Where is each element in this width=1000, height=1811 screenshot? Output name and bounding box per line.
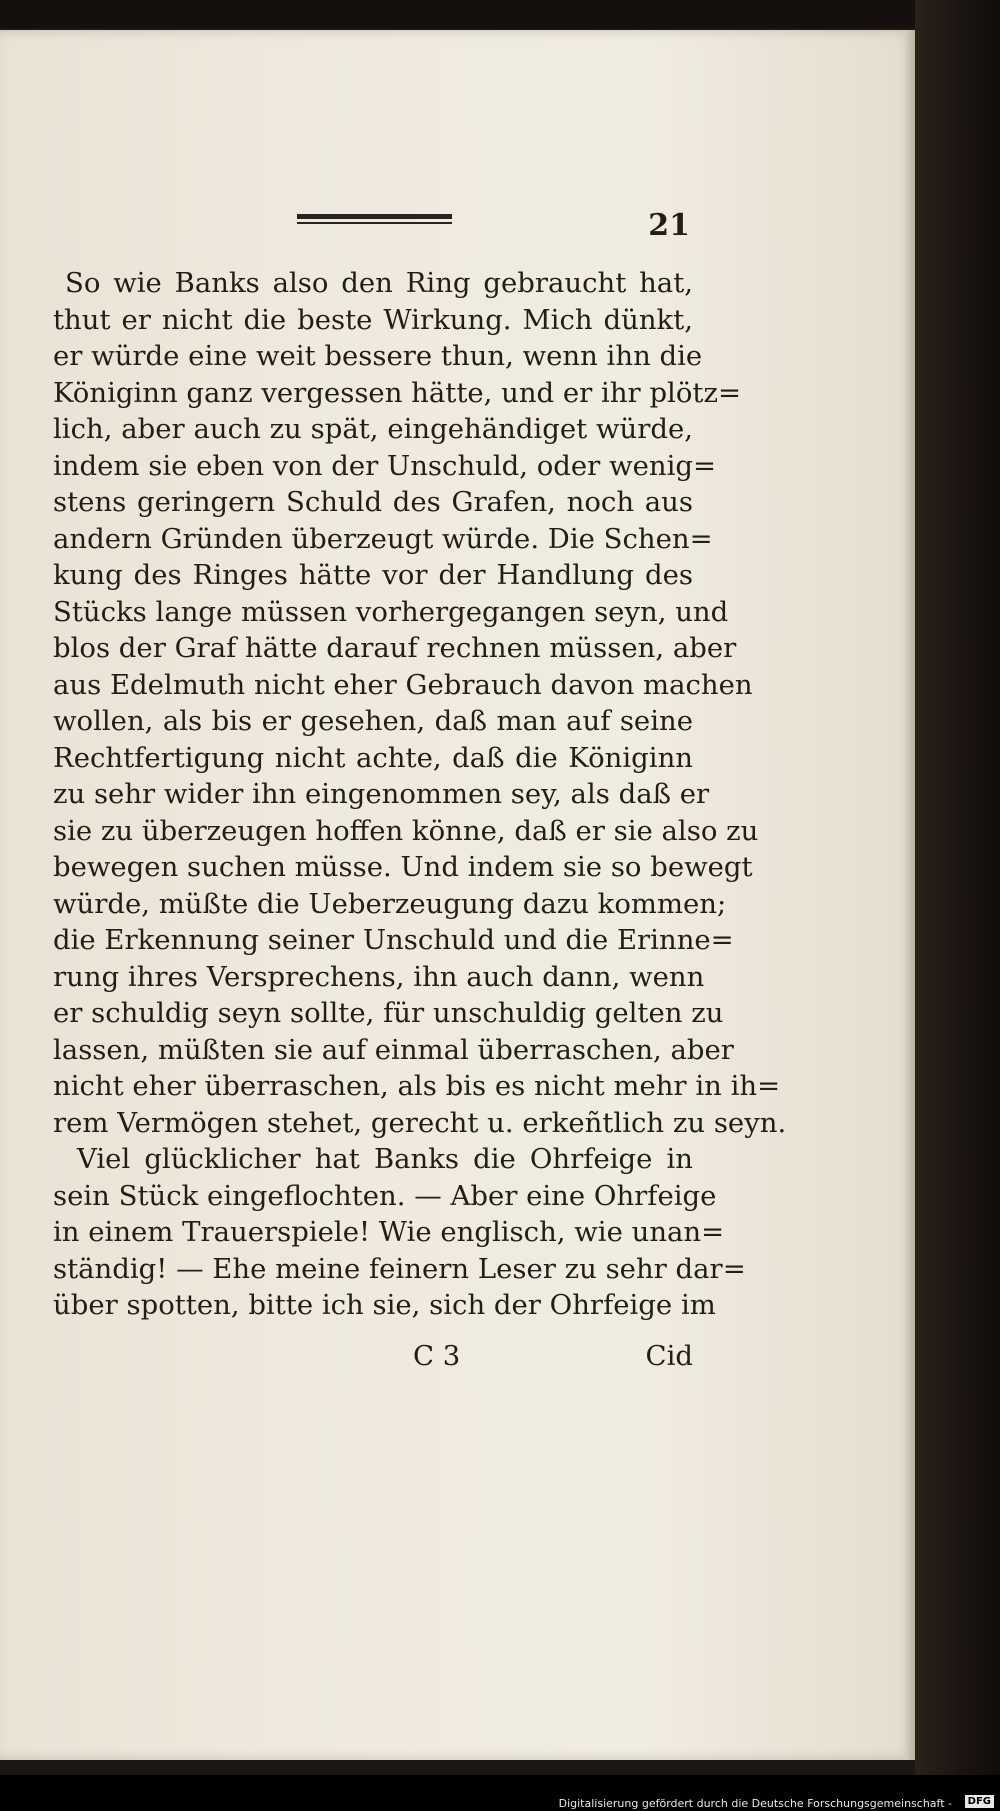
- text-line: wollen, als bis er gesehen, daß man auf seine: [53, 705, 693, 737]
- text-line: thut er nicht die beste Wirkung. Mich dünkt,: [53, 303, 693, 336]
- text-line: die Erkennung seiner Unschuld und die Erinne=: [53, 924, 734, 956]
- text-line: zu sehr wider ihn eingenommen sey, als daß er: [53, 778, 710, 810]
- rule-thick: [297, 214, 452, 219]
- text-line: in einem Trauerspiele! Wie englisch, wie unan=: [53, 1216, 725, 1248]
- signature-row: [53, 1340, 693, 1376]
- catchword: Cid: [645, 1340, 693, 1372]
- body-text: [53, 265, 787, 1324]
- text-line: Viel glücklicher hat Banks die Ohrfeige in: [77, 1143, 693, 1175]
- text-line: blos der Graf hätte darauf rechnen müssen, aber: [53, 632, 737, 664]
- rule-thin: [297, 222, 452, 224]
- text-line: stens geringern Schuld des Grafen, noch aus: [53, 486, 693, 518]
- text-line: sie zu überzeugen hoffen könne, daß er sie also zu: [53, 814, 759, 847]
- text-line: Stücks lange müssen vorhergegangen seyn, und: [53, 595, 729, 628]
- text-line: er schuldig seyn sollte, für unschuldig gelten zu: [53, 997, 724, 1029]
- text-line: indem sie eben von der Unschuld, oder wenig=: [53, 449, 717, 482]
- page-edge: [905, 30, 915, 1760]
- header-ornament-rule: [297, 214, 452, 226]
- text-line: rem Vermögen stehet, gerecht u. erkeñtlich zu seyn.: [53, 1106, 787, 1139]
- scan-top-border: [0, 0, 1000, 28]
- text-line: sein Stück eingeflochten. — Aber eine Ohrfeige: [53, 1179, 717, 1212]
- text-line: aus Edelmuth nicht eher Gebrauch davon machen: [53, 668, 753, 701]
- signature-mark: C 3: [413, 1340, 461, 1372]
- text-line: nicht eher überraschen, als bis es nicht mehr in ih=: [53, 1070, 781, 1102]
- text-line: ständig! — Ehe meine feinern Leser zu sehr dar=: [53, 1252, 746, 1285]
- text-line: andern Gründen überzeugt würde. Die Schen=: [53, 522, 713, 555]
- text-line: lassen, müßten sie auf einmal überraschen, aber: [53, 1033, 734, 1066]
- text-line: rung ihres Versprechens, ihn auch dann, wenn: [53, 960, 705, 993]
- page-number: 21: [648, 208, 690, 243]
- text-line: Rechtfertigung nicht achte, daß die Königinn: [53, 741, 693, 774]
- text-line: So wie Banks also den Ring gebraucht hat,: [65, 267, 693, 299]
- text-line: über spotten, bitte ich sie, sich der Ohrfeige im: [53, 1289, 716, 1321]
- text-line: bewegen suchen müsse. Und indem sie so bewegt: [53, 851, 753, 883]
- dfg-logo: DFG: [965, 1795, 994, 1808]
- funding-credit: Digitalisierung gefördert durch die Deutsche Forschungsgemeinschaft -: [558, 1797, 952, 1810]
- text-line: kung des Ringes hätte vor der Handlung des: [53, 559, 693, 591]
- text-line: er würde eine weit bessere thun, wenn ihn die: [53, 340, 703, 372]
- book-gutter-shadow: [915, 0, 1000, 1811]
- text-line: lich, aber auch zu spät, eingehändiget würde,: [53, 413, 693, 445]
- text-line: Königinn ganz vergessen hätte, und er ihr plötz=: [53, 376, 741, 409]
- text-line: würde, müßte die Ueberzeugung dazu kommen;: [53, 887, 727, 920]
